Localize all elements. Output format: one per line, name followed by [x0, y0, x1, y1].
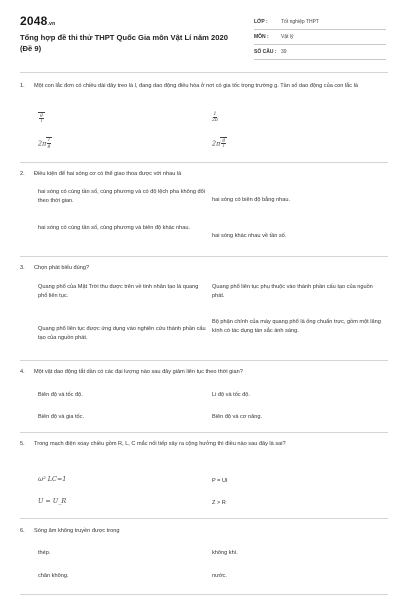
- document-title: Tổng hợp đề thi thử THPT Quốc Gia môn Vật Lí năm 2020 (Đề 9): [20, 33, 228, 53]
- question-number: 1.: [20, 83, 25, 89]
- question-number: 5.: [20, 441, 25, 447]
- option-b[interactable]: hai sóng có biên độ bằng nhau.: [212, 197, 291, 203]
- option-b[interactable]: Li độ và tốc độ.: [212, 392, 250, 398]
- option-c[interactable]: hai sóng có cùng tần số, cùng phương và biên độ khác nhau.: [38, 225, 191, 231]
- meta-value: Tốt nghiệp THPT: [281, 19, 319, 25]
- frac-numerator: g: [40, 113, 43, 118]
- brand-suffix: .vn: [47, 21, 56, 27]
- option-d[interactable]: Z > R: [212, 500, 226, 506]
- brand-logo[interactable]: [20, 14, 55, 28]
- divider: [20, 162, 388, 163]
- option-a[interactable]: hai sóng có cùng tần số, cùng phương và có độ lệch pha không đổi theo thời gian.: [38, 189, 205, 204]
- option-a[interactable]: [38, 112, 45, 124]
- option-a[interactable]: Quang phổ của Mặt Trời thu được trên về tinh nhân tạo là quang phổ liên tục.: [38, 284, 199, 299]
- frac-denominator: g: [47, 144, 51, 149]
- question-2: [20, 170, 388, 178]
- meta-table: [254, 15, 386, 60]
- meta-row-subject: [254, 30, 386, 45]
- question-text: Điều kiện để hai sóng cơ có thể giao thoa được với nhau là: [34, 171, 182, 177]
- option-b[interactable]: [212, 112, 218, 123]
- frac-numerator: g: [222, 138, 226, 143]
- divider: [20, 432, 388, 433]
- question-6: [20, 527, 388, 535]
- brand-main: 2048: [20, 14, 48, 28]
- question-text: Trong mạch điện xoay chiều gồm R, L, C mắc nối tiếp xảy ra cộng hưởng thì điều nào sau đây là sai?: [34, 441, 286, 447]
- divider: [20, 518, 388, 519]
- meta-row-count: [254, 45, 386, 60]
- divider: [20, 256, 388, 257]
- question-number: 4.: [20, 369, 25, 375]
- frac-denominator: l: [223, 144, 225, 149]
- option-a[interactable]: ω² LC=1: [38, 475, 67, 483]
- divider: [20, 72, 388, 73]
- meta-value: 39: [281, 49, 287, 55]
- option-c[interactable]: Biên độ và gia tốc.: [38, 414, 85, 420]
- frac-numerator: l: [48, 138, 50, 143]
- option-d[interactable]: nước.: [212, 573, 227, 579]
- meta-label: LỚP :: [254, 19, 268, 25]
- option-b[interactable]: P = UI: [212, 478, 228, 484]
- option-c[interactable]: [38, 137, 52, 149]
- option-c[interactable]: U = U_R: [38, 497, 67, 505]
- formula-prefix: 2π: [38, 139, 47, 148]
- question-5: [20, 440, 388, 448]
- divider: [20, 594, 388, 595]
- question-3: [20, 264, 388, 272]
- question-number: 2.: [20, 171, 25, 177]
- question-4: [20, 368, 388, 376]
- option-c[interactable]: Quang phổ liên tục được ứng dụng vào nghiên cứu thành phần cấu tạo của nguồn phát.: [38, 326, 206, 341]
- question-1: [20, 82, 388, 90]
- meta-label: MÔN :: [254, 34, 269, 40]
- option-d[interactable]: Bộ phận chính của máy quang phổ là ống chuẩn trực, gồm một lăng kính có tác dụng tán sắc ánh sáng.: [212, 319, 381, 334]
- option-a[interactable]: Biên độ và tốc độ.: [38, 392, 83, 398]
- meta-value: Vật lý: [281, 34, 294, 40]
- frac-denominator: 2π: [212, 118, 218, 123]
- question-number: 6.: [20, 528, 25, 534]
- option-d[interactable]: Biên độ và cơ năng.: [212, 414, 263, 420]
- meta-label: SỐ CÂU :: [254, 49, 277, 55]
- option-d[interactable]: [212, 137, 227, 149]
- frac-denominator: l: [40, 119, 43, 124]
- divider: [20, 360, 388, 361]
- option-b[interactable]: không khí.: [212, 550, 238, 556]
- frac-numerator: 1: [213, 112, 217, 117]
- formula-prefix: 2π: [212, 139, 221, 148]
- question-text: Sóng âm không truyền được trong: [34, 528, 120, 534]
- question-text: Một con lắc đơn có chiều dài dây treo là l, đang dao động điều hòa ở nơi có gia tốc trọng trường g. Tần số dao động của con lắc là: [34, 83, 359, 89]
- question-text: Một vật dao động tắt dần có các đại lượng nào sau đây giảm liên tục theo thời gian?: [34, 369, 243, 375]
- question-text: Chọn phát biểu đúng?: [34, 265, 90, 271]
- meta-row-class: [254, 15, 386, 30]
- option-d[interactable]: hai sóng khác nhau về tần số.: [212, 233, 287, 239]
- option-a[interactable]: thép.: [38, 550, 51, 556]
- question-number: 3.: [20, 265, 25, 271]
- option-c[interactable]: chân không.: [38, 573, 69, 579]
- option-b[interactable]: Quang phổ liên tục phụ thuộc vào thành phần cấu tạo của nguồn phát.: [212, 284, 373, 299]
